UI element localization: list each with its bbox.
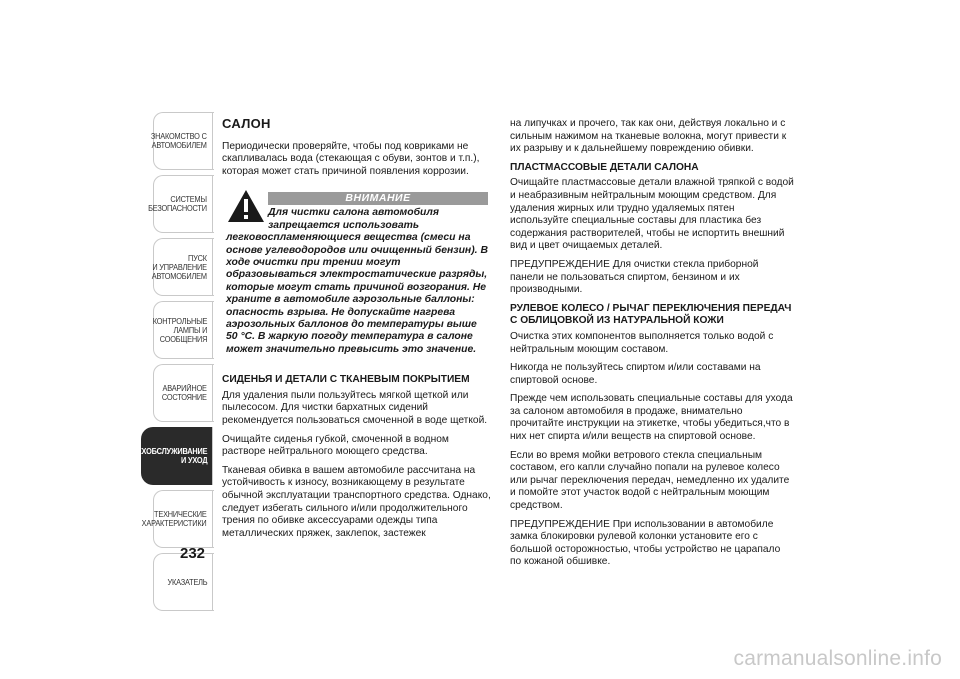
- tab-label: ТЕХОБСЛУЖИВАНИЕ И УХОД: [132, 447, 207, 465]
- tab-specifications[interactable]: [141, 490, 213, 548]
- tab-label: КОНТРОЛЬНЫЕ ЛАМПЫ И СООБЩЕНИЯ: [152, 316, 207, 344]
- subsection-heading: СИДЕНЬЯ И ДЕТАЛИ С ТКАНЕВЫМ ПОКРЫТИЕМ: [222, 374, 470, 386]
- warning-header: ВНИМАНИЕ: [268, 192, 488, 205]
- tab-maintenance[interactable]: [132, 427, 213, 485]
- watermark: carmanualsonline.info: [733, 647, 942, 670]
- paragraph: Если во время мойки ветрового стекла специальным составом, его капли случайно попали на рулевое колесо или рычаг переключения передач, немедленно их удалите и помойте этот участок водой с нейтральным моющим средством.: [510, 449, 790, 512]
- left-column: [222, 118, 492, 546]
- paragraph: Очищайте сиденья губкой, смоченной в водном растворе нейтрального моющего средства.: [222, 433, 449, 458]
- page-number: 232: [180, 545, 206, 562]
- warning-text: [226, 207, 488, 356]
- tab-label: УКАЗАТЕЛЬ: [167, 577, 207, 587]
- paragraph: Очищайте пластмассовые детали влажной тряпкой с водой и неабразивным нейтральным моющим средством. Для удаления жирных или трудно удаляемых пятен используйте специальные составы для пластика без содержания растворителей, чтобы не испортить внешний вид и цвет очищаемых деталей.: [510, 177, 794, 252]
- tab-label: ЗНАКОМСТВО С АВТОМОБИЛЕМ: [151, 132, 207, 150]
- warning-line-1: Для чистки салона автомобиля: [268, 207, 439, 219]
- paragraph: на липучках и прочего, так как они, действуя локально и с сильным нажимом на тканевые волокна, могут привести к их разрыву и к дальнейшему повреждению обивки.: [510, 118, 787, 155]
- subsection-heading: ПЛАСТМАССОВЫЕ ДЕТАЛИ САЛОНА: [510, 161, 699, 173]
- tab-warning-lights[interactable]: [141, 301, 213, 359]
- paragraph: Прежде чем использовать специальные составы для ухода за салоном автомобиля в продаже, внимательно прочитайте инструкции на этикетке, чтобы убедиться,что в них нет спирта и/или веществ на спиртовой основе.: [510, 393, 793, 443]
- right-column: [510, 118, 794, 575]
- subsection-heading: РУЛЕВОЕ КОЛЕСО / РЫЧАГ ПЕРЕКЛЮЧЕНИЯ ПЕРЕДАЧ С ОБЛИЦОВКОЙ ИЗ НАТУРАЛЬНОЙ КОЖИ: [510, 302, 792, 327]
- paragraph: Для удаления пыли пользуйтесь мягкой щеткой или пылесосом. Для чистки бархатных сидений рекомендуется пользоваться смоченной в воде щеткой.: [222, 389, 488, 427]
- tab-label: АВАРИЙНОЕ СОСТОЯНИЕ: [162, 384, 207, 402]
- warning-line-2: запрещается использовать: [268, 219, 420, 231]
- tab-label: ПУСК И УПРАВЛЕНИЕ АВТОМОБИЛЕМ: [151, 253, 207, 281]
- chapter-tabs: [132, 112, 213, 616]
- warning-body: легковоспламеняющиеся вещества (смеси на основе углеводородов или очищенный бензин). В ходе очистки при трении могут образовываться электростатические разряды, которые могут стать причиной возгорания. Не храните в автомобиле аэрозольные баллоны: опасность взрыва. Не допускайте нагрева аэрозольных баллонов до температуры выше 50 °С. В жаркую погоду температура в салоне может значительно превысить это значение.: [226, 232, 488, 355]
- caution-paragraph: ПРЕДУПРЕЖДЕНИЕ Для очистки стекла приборной панели не пользоваться спиртом, бензином и их производными.: [510, 258, 759, 296]
- tab-starting[interactable]: [141, 238, 213, 296]
- tab-label: ТЕХНИЧЕСКИЕ ХАРАКТЕРИСТИКИ: [142, 510, 207, 528]
- paragraph: Очистка этих компонентов выполняется только водой с нейтральным моющим составом.: [510, 330, 774, 355]
- paragraph: Никогда не пользуйтесь спиртом и/или составами на спиртовой основе.: [510, 362, 761, 386]
- intro-paragraph: Периодически проверяйте, чтобы под ковриками не скапливалась вода (стекающая с обуви, зонтов и т.п.), которая может стать причиной появления коррозии.: [222, 140, 480, 177]
- section-title: САЛОН: [222, 116, 271, 131]
- tab-safety[interactable]: [141, 175, 213, 233]
- warning-box: [226, 192, 488, 356]
- warning-triangle-icon: [226, 188, 266, 224]
- tab-acquaintance[interactable]: [141, 112, 213, 170]
- caution-paragraph: ПРЕДУПРЕЖДЕНИЕ При использовании в автомобиле замка блокировки рулевой колонки установите его с большой осторожностью, чтобы устройство не царапало по кожаной обшивке.: [510, 518, 781, 568]
- paragraph: Тканевая обивка в вашем автомобиле рассчитана на устойчивость к износу, возникающему в результате обычной эксплуатации транспортного средства. Однако, следует избегать сильного и/или продолжительного трения по обивке аксессуарами одежды типа металлических пряжек, заклепок, застежек: [222, 464, 491, 539]
- tab-emergency[interactable]: [141, 364, 213, 422]
- tab-label: СИСТЕМЫ БЕЗОПАСНОСТИ: [148, 195, 207, 213]
